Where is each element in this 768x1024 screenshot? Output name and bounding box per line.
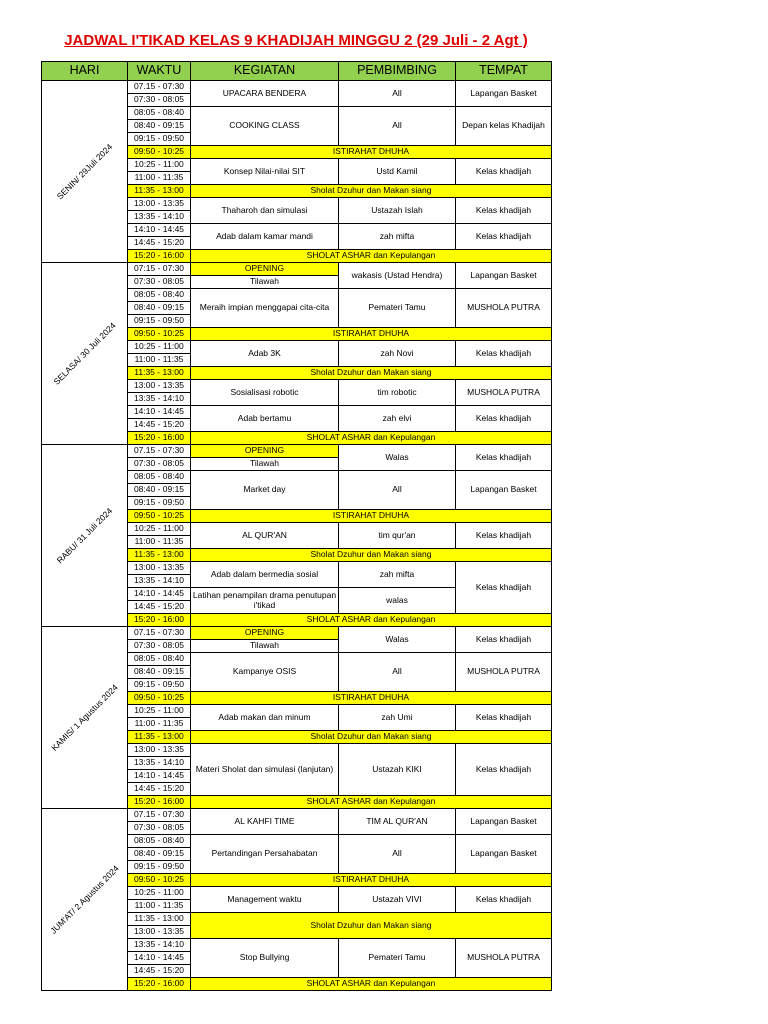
- place-cell: Kelas khadijah: [456, 562, 552, 614]
- day-label-text: KAMIS/ 1 Agustus 2024: [48, 681, 120, 753]
- schedule-table: [41, 61, 552, 991]
- time-cell: 10:25 - 11:00: [128, 159, 191, 172]
- mentor-cell: All: [339, 107, 456, 146]
- activity-cell: OPENING: [191, 445, 339, 458]
- place-cell: MUSHOLA PUTRA: [456, 939, 552, 978]
- activity-cell: Adab 3K: [191, 341, 339, 367]
- place-cell: Kelas khadijah: [456, 523, 552, 549]
- time-cell: 14:45 - 15:20: [128, 783, 191, 796]
- place-cell: MUSHOLA PUTRA: [456, 653, 552, 692]
- time-cell: 09:15 - 09:50: [128, 315, 191, 328]
- mentor-cell: zah mifta: [339, 562, 456, 588]
- time-cell: 07.15 - 07:30: [128, 809, 191, 822]
- day-label-text: SELASA/ 30 Juli 2024: [50, 319, 118, 387]
- activity-cell: Materi Sholat dan simulasi (lanjutan): [191, 744, 339, 796]
- place-cell: Lapangan Basket: [456, 81, 552, 107]
- time-cell: 08:40 - 09:15: [128, 848, 191, 861]
- break-cell: Sholat Dzuhur dan Makan siang: [191, 185, 552, 198]
- break-cell: ISTIRAHAT DHUHA: [191, 328, 552, 341]
- time-cell: 10:25 - 11:00: [128, 705, 191, 718]
- time-cell: 15:20 - 16:00: [128, 796, 191, 809]
- place-cell: MUSHOLA PUTRA: [456, 289, 552, 328]
- time-cell: 07.15 - 07:30: [128, 627, 191, 640]
- time-cell: 10:25 - 11:00: [128, 523, 191, 536]
- day-label: [42, 263, 128, 445]
- day-label-text: SENIN/ 29Juli 2024: [54, 141, 114, 201]
- time-cell: 14:45 - 15:20: [128, 419, 191, 432]
- time-cell: 13:00 - 13:35: [128, 926, 191, 939]
- place-cell: Depan kelas Khadijah: [456, 107, 552, 146]
- mentor-cell: Ustazah VIVI: [339, 887, 456, 913]
- time-cell: 13:00 - 13:35: [128, 562, 191, 575]
- place-cell: Lapangan Basket: [456, 263, 552, 289]
- place-cell: Kelas khadijah: [456, 705, 552, 731]
- time-cell: 14:10 - 14:45: [128, 588, 191, 601]
- header-waktu: WAKTU: [128, 62, 191, 81]
- place-cell: Kelas khadijah: [456, 744, 552, 796]
- time-cell: 10:25 - 11:00: [128, 887, 191, 900]
- mentor-cell: zah mifta: [339, 224, 456, 250]
- activity-cell: Pertandingan Persahabatan: [191, 835, 339, 874]
- time-cell: 08:05 - 08:40: [128, 653, 191, 666]
- time-cell: 15:20 - 16:00: [128, 978, 191, 991]
- table-row: [42, 263, 552, 276]
- time-cell: 13:35 - 14:10: [128, 939, 191, 952]
- break-cell: ISTIRAHAT DHUHA: [191, 510, 552, 523]
- header-tempat: TEMPAT: [456, 62, 552, 81]
- day-label-text: JUM'AT/ 2 Agustus 2024: [47, 862, 121, 936]
- break-cell: ISTIRAHAT DHUHA: [191, 874, 552, 887]
- break-cell: SHOLAT ASHAR dan Kepulangan: [191, 978, 552, 991]
- activity-cell: Tilawah: [191, 640, 339, 653]
- activity-cell: Kampanye OSIS: [191, 653, 339, 692]
- time-cell: 07:30 - 08:05: [128, 640, 191, 653]
- time-cell: 10:25 - 11:00: [128, 341, 191, 354]
- time-cell: 14:10 - 14:45: [128, 406, 191, 419]
- page-title: JADWAL I'TIKAD KELAS 9 KHADIJAH MINGGU 2 (29 Juli - 2 Agt ): [64, 32, 528, 49]
- table-row: [42, 445, 552, 458]
- table-row: [42, 627, 552, 640]
- break-cell: ISTIRAHAT DHUHA: [191, 692, 552, 705]
- activity-cell: Market day: [191, 471, 339, 510]
- break-cell: Sholat Dzuhur dan Makan siang: [191, 367, 552, 380]
- mentor-cell: zah elvi: [339, 406, 456, 432]
- time-cell: 09:50 - 10:25: [128, 328, 191, 341]
- time-cell: 13:00 - 13:35: [128, 744, 191, 757]
- time-cell: 07:30 - 08:05: [128, 276, 191, 289]
- mentor-cell: walas: [339, 588, 456, 614]
- time-cell: 07:30 - 08:05: [128, 458, 191, 471]
- place-cell: Lapangan Basket: [456, 835, 552, 874]
- activity-cell: Stop Bullying: [191, 939, 339, 978]
- break-cell: SHOLAT ASHAR dan Kepulangan: [191, 796, 552, 809]
- mentor-cell: zah Umi: [339, 705, 456, 731]
- time-cell: 11:00 - 11:35: [128, 536, 191, 549]
- time-cell: 11:00 - 11:35: [128, 354, 191, 367]
- break-cell: ISTIRAHAT DHUHA: [191, 146, 552, 159]
- activity-cell: OPENING: [191, 263, 339, 276]
- activity-cell: AL QUR'AN: [191, 523, 339, 549]
- activity-cell: AL KAHFI TIME: [191, 809, 339, 835]
- time-cell: 11:35 - 13:00: [128, 731, 191, 744]
- break-cell: Sholat Dzuhur dan Makan siang: [191, 731, 552, 744]
- time-cell: 09:15 - 09:50: [128, 497, 191, 510]
- time-cell: 13:35 - 14:10: [128, 393, 191, 406]
- time-cell: 08:40 - 09:15: [128, 666, 191, 679]
- time-cell: 13:00 - 13:35: [128, 198, 191, 211]
- place-cell: Kelas khadijah: [456, 159, 552, 185]
- break-cell: Sholat Dzuhur dan Makan siang: [191, 913, 552, 939]
- mentor-cell: tim robotic: [339, 380, 456, 406]
- mentor-cell: All: [339, 835, 456, 874]
- time-cell: 09:50 - 10:25: [128, 692, 191, 705]
- place-cell: Kelas khadijah: [456, 198, 552, 224]
- place-cell: Lapangan Basket: [456, 809, 552, 835]
- activity-cell: OPENING: [191, 627, 339, 640]
- time-cell: 14:10 - 14:45: [128, 952, 191, 965]
- place-cell: Kelas khadijah: [456, 445, 552, 471]
- mentor-cell: Pemateri Tamu: [339, 939, 456, 978]
- activity-cell: Adab makan dan minum: [191, 705, 339, 731]
- day-label: [42, 627, 128, 809]
- time-cell: 09:50 - 10:25: [128, 510, 191, 523]
- mentor-cell: All: [339, 653, 456, 692]
- time-cell: 08:05 - 08:40: [128, 835, 191, 848]
- place-cell: MUSHOLA PUTRA: [456, 380, 552, 406]
- activity-cell: Konsep Nilai-nilai SIT: [191, 159, 339, 185]
- mentor-cell: All: [339, 471, 456, 510]
- place-cell: Kelas khadijah: [456, 224, 552, 250]
- time-cell: 14:45 - 15:20: [128, 601, 191, 614]
- activity-cell: Adab dalam bermedia sosial: [191, 562, 339, 588]
- place-cell: Lapangan Basket: [456, 471, 552, 510]
- mentor-cell: Pemateri Tamu: [339, 289, 456, 328]
- time-cell: 15:20 - 16:00: [128, 250, 191, 263]
- time-cell: 09:15 - 09:50: [128, 679, 191, 692]
- schedule-body: [42, 81, 552, 991]
- activity-cell: Sosialisasi robotic: [191, 380, 339, 406]
- activity-cell: Latihan penampilan drama penutupan i'tikad: [191, 588, 339, 614]
- header-kegiatan: KEGIATAN: [191, 62, 339, 81]
- mentor-cell: wakasis (Ustad Hendra): [339, 263, 456, 289]
- break-cell: SHOLAT ASHAR dan Kepulangan: [191, 614, 552, 627]
- time-cell: 13:35 - 14:10: [128, 211, 191, 224]
- mentor-cell: Walas: [339, 627, 456, 653]
- time-cell: 09:50 - 10:25: [128, 146, 191, 159]
- place-cell: Kelas khadijah: [456, 406, 552, 432]
- time-cell: 14:10 - 14:45: [128, 224, 191, 237]
- time-cell: 13:00 - 13:35: [128, 380, 191, 393]
- time-cell: 09:15 - 09:50: [128, 861, 191, 874]
- time-cell: 13:35 - 14:10: [128, 575, 191, 588]
- mentor-cell: Ustazah Islah: [339, 198, 456, 224]
- time-cell: 08:05 - 08:40: [128, 107, 191, 120]
- time-cell: 08:40 - 09:15: [128, 302, 191, 315]
- time-cell: 15:20 - 16:00: [128, 432, 191, 445]
- break-cell: SHOLAT ASHAR dan Kepulangan: [191, 250, 552, 263]
- mentor-cell: tim qur'an: [339, 523, 456, 549]
- time-cell: 09:50 - 10:25: [128, 874, 191, 887]
- time-cell: 13:35 - 14:10: [128, 757, 191, 770]
- table-row: [42, 81, 552, 94]
- time-cell: 08:05 - 08:40: [128, 289, 191, 302]
- activity-cell: UPACARA BENDERA: [191, 81, 339, 107]
- day-label: [42, 81, 128, 263]
- time-cell: 15:20 - 16:00: [128, 614, 191, 627]
- activity-cell: Adab bertamu: [191, 406, 339, 432]
- header-pembimbing: PEMBIMBING: [339, 62, 456, 81]
- place-cell: Kelas khadijah: [456, 627, 552, 653]
- mentor-cell: Ustazah KIKI: [339, 744, 456, 796]
- time-cell: 07.15 - 07:30: [128, 445, 191, 458]
- time-cell: 07.15 - 07:30: [128, 81, 191, 94]
- day-label-text: RABU/ 31 Juli 2024: [54, 505, 114, 565]
- time-cell: 07:30 - 08:05: [128, 94, 191, 107]
- place-cell: Kelas khadijah: [456, 341, 552, 367]
- activity-cell: Meraih impian menggapai cita-cita: [191, 289, 339, 328]
- header-row: [42, 62, 552, 81]
- activity-cell: COOKING CLASS: [191, 107, 339, 146]
- time-cell: 08:05 - 08:40: [128, 471, 191, 484]
- time-cell: 11:35 - 13:00: [128, 913, 191, 926]
- mentor-cell: zah Novi: [339, 341, 456, 367]
- activity-cell: Tilawah: [191, 458, 339, 471]
- mentor-cell: Ustd Kamil: [339, 159, 456, 185]
- activity-cell: Management waktu: [191, 887, 339, 913]
- table-row: [42, 809, 552, 822]
- day-label: [42, 809, 128, 991]
- mentor-cell: Walas: [339, 445, 456, 471]
- activity-cell: Adab dalam kamar mandi: [191, 224, 339, 250]
- time-cell: 11:00 - 11:35: [128, 172, 191, 185]
- time-cell: 08:40 - 09:15: [128, 120, 191, 133]
- time-cell: 11:00 - 11:35: [128, 718, 191, 731]
- time-cell: 07:30 - 08:05: [128, 822, 191, 835]
- time-cell: 14:45 - 15:20: [128, 237, 191, 250]
- time-cell: 14:10 - 14:45: [128, 770, 191, 783]
- time-cell: 11:00 - 11:35: [128, 900, 191, 913]
- break-cell: SHOLAT ASHAR dan Kepulangan: [191, 432, 552, 445]
- time-cell: 07:15 - 07:30: [128, 263, 191, 276]
- header-hari: HARI: [42, 62, 128, 81]
- mentor-cell: All: [339, 81, 456, 107]
- time-cell: 09:15 - 09:50: [128, 133, 191, 146]
- time-cell: 14:45 - 15:20: [128, 965, 191, 978]
- break-cell: Sholat Dzuhur dan Makan siang: [191, 549, 552, 562]
- time-cell: 11:35 - 13:00: [128, 367, 191, 380]
- time-cell: 11:35 - 13:00: [128, 549, 191, 562]
- activity-cell: Tilawah: [191, 276, 339, 289]
- place-cell: Kelas khadijah: [456, 887, 552, 913]
- time-cell: 08:40 - 09:15: [128, 484, 191, 497]
- day-label: [42, 445, 128, 627]
- time-cell: 11:35 - 13:00: [128, 185, 191, 198]
- activity-cell: Thaharoh dan simulasi: [191, 198, 339, 224]
- mentor-cell: TIM AL QUR'AN: [339, 809, 456, 835]
